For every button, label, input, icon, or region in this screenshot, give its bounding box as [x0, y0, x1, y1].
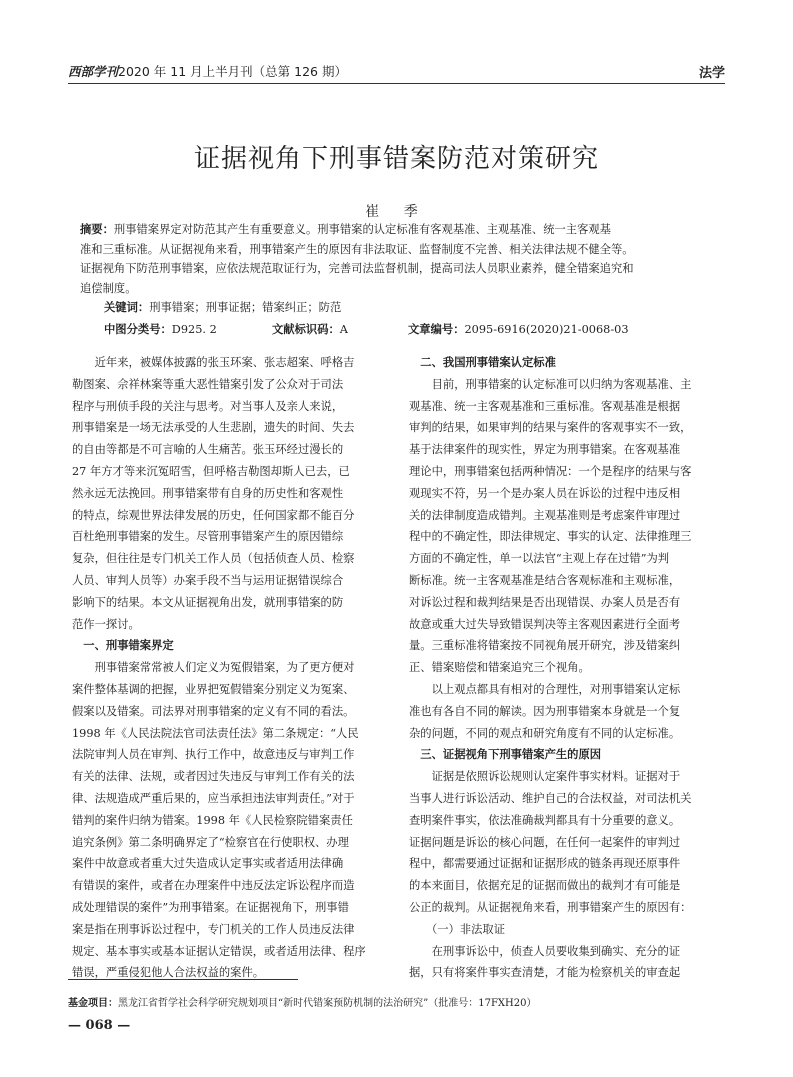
body-line: 律、法规造成严重后果的，应当承担违法审判责任。”对于 [72, 791, 355, 805]
body-line: 案件中故意或者重大过失造成认定事实或者适用法律确 [72, 857, 344, 871]
body-line: 勒图案、佘祥林案等重大恶性错案引发了公众对于司法 [72, 377, 344, 391]
body-line: 有错误的案件，或者在办理案件中违反法定诉讼程序而造 [72, 879, 355, 893]
abstract-line: 追偿制度。 [80, 281, 137, 295]
body-line: 规定、基本事实或基本证据认定错误，或者适用法律、程序 [72, 944, 366, 958]
article-number-label: 文章编号： [408, 323, 465, 336]
body-line: 基于法律案件的现实性，界定为刑事错案。在客观基准 [409, 443, 681, 457]
body-line: 准也有各自不同的解读。因为刑事错案本身就是一个复 [409, 704, 681, 718]
abstract-line: 证据视角下防范刑事错案，应依法规范取证行为，完善司法监督机制，提高司法人员职业素养，健全错案追究和 [80, 262, 634, 275]
body-line: 然永远无法挽回。刑事错案带有自身的历史性和客观性 [72, 486, 344, 500]
header-rule [68, 83, 725, 84]
page-number: — 068 — [68, 1018, 131, 1033]
journal-header [68, 62, 347, 80]
body-line: 成处理错误的案件”为刑事错案。在证据视角下，刑事错 [72, 900, 349, 914]
footnote [68, 994, 536, 1009]
body-line: 量。三重标准将错案按不同视角展开研究，涉及错案纠 [409, 639, 681, 653]
body-line: 假案以及错案。司法界对刑事错案的定义有不同的看法。 [72, 704, 355, 718]
right-column [409, 352, 731, 984]
body-line: 证据问题是诉讼的核心问题，在任何一起案件的审判过 [409, 835, 681, 849]
body-line: 断标准。统一主客观基准是结合客观标准和主观标准， [409, 573, 681, 587]
clc [104, 321, 217, 337]
abstract-line: 准和三重标准。从证据视角来看，刑事错案产生的原因有非法取证、监督制度不完善、相关法律法规不健全等。 [80, 242, 634, 256]
subsection-heading: （一）非法取证 [409, 922, 506, 936]
body-line: 程序与刑侦手段的关注与思考。对当事人及亲人来说， [72, 399, 344, 413]
body-line: 有关的法律、法规，或者因过失违反与审判工作有关的法 [72, 770, 355, 784]
body-line: 案件整体基调的把握，业界把冤假错案分别定义为冤案、 [72, 682, 355, 696]
body-line: 正、错案赔偿和错案追究三个视角。 [409, 661, 590, 675]
body-line: 案是指在刑事诉讼过程中，专门机关的工作人员违反法律 [72, 922, 355, 936]
footnote-rule [68, 979, 298, 980]
clc-value: D925. 2 [171, 323, 217, 336]
body-line: 的自由等都是不可言喻的人生痛苦。张玉环经过漫长的 [72, 443, 344, 457]
doc-code [272, 321, 348, 337]
body-line: 程中的不确定性，即法律规定、事实的认定、法律推理三 [409, 530, 692, 544]
body-line: 以上观点都具有相对的合理性，对刑事错案认定标 [409, 682, 681, 696]
body-line: 追究条例》第二条明确界定了“检察官在行使职权、办理 [72, 835, 349, 849]
body-line: 公正的裁判。从证据视角来看，刑事错案产生的原因有： [409, 900, 692, 914]
body-line: 的特点，综观世界法律发展的历史，任何国家都不能百分 [72, 508, 355, 522]
body-line: 错判的案件归纳为错案。1998 年《人民检察院错案责任 [72, 813, 353, 827]
keywords-value: 刑事错案；刑事证据；错案纠正；防范 [149, 301, 342, 314]
doc-code-value: A [339, 323, 348, 336]
body-line: 当事人进行诉讼活动、维护自己的合法权益，对司法机关 [409, 791, 692, 805]
body-line: 方面的不确定性，单一以法官“主观上存在过错”为判 [409, 552, 670, 566]
abstract [80, 220, 720, 318]
body-line: 近年来，被媒体披露的张玉环案、张志超案、呼格吉 [72, 356, 355, 369]
keywords-label: 关键词： [104, 301, 150, 314]
article-number-value: 2095-6916(2020)21-0068-03 [464, 323, 629, 336]
body-line: 程中，都需要通过证据和证据形成的链条再现还原事件 [409, 857, 681, 871]
body-line: 范作一探讨。 [72, 617, 140, 631]
body-line: 据，只有将案件事实查清楚，才能为检察机关的审查起 [409, 966, 681, 980]
body-line: 观基准、统一主客观基准和三重标准。客观基准是根据 [409, 399, 681, 413]
body-line: 理论中，刑事错案包括两种情况：一个是程序的结果与客 [409, 464, 692, 478]
body-line: 人员、审判人员等）办案手段不当与运用证据错误综合 [72, 573, 344, 587]
section-heading: 三、证据视角下刑事错案产生的原因 [409, 748, 602, 762]
body-line: 对诉讼过程和裁判结果是否出现错误、办案人员是否有 [409, 595, 681, 609]
body-line: 的本来面目，依据充足的证据而做出的裁判才有可能是 [409, 879, 681, 893]
body-line: 观现实不符，另一个是办案人员在诉讼的过程中违反相 [409, 486, 681, 500]
body-line: 百杜绝刑事错案的发生。尽管刑事错案产生的原因错综 [72, 530, 344, 544]
body-line: 审判的结果，如果审判的结果与案件的客观事实不一致， [409, 421, 692, 435]
section-heading: 一、刑事错案界定 [72, 639, 174, 653]
section-label: 法学 [698, 66, 725, 81]
left-column [72, 352, 394, 984]
author: 崔 季 [365, 204, 428, 220]
footnote-text: 黑龙江省哲学社会科学研究规划项目“新时代错案预防机制的法治研究”（批准号：17FXH20） [118, 998, 537, 1009]
clc-label: 中图分类号： [104, 323, 172, 336]
journal-name: 西部学刊 [68, 64, 119, 79]
body-line: 证据是依照诉讼规则认定案件事实材料。证据对于 [409, 770, 681, 784]
body-line: 在刑事诉讼中，侦查人员要收集到确实、充分的证 [409, 944, 681, 958]
body-line: 杂的问题，不同的观点和研究角度有不同的认定标准。 [409, 726, 681, 740]
section-heading: 二、我国刑事错案认定标准 [409, 356, 556, 369]
body-line: 目前，刑事错案的认定标准可以归纳为客观基准、主 [409, 377, 692, 391]
body-line: 影响下的结果。本文从证据视角出发，就刑事错案的防 [72, 595, 344, 609]
body-line: 故意或重大过失导致错误判决等主客观因素进行全面考 [409, 617, 681, 631]
body-line: 刑事错案常常被人们定义为冤假错案，为了更方便对 [72, 661, 355, 675]
body-line: 查明案件事实，依法准确裁判都具有十分重要的意义。 [409, 813, 681, 827]
body-line: 法院审判人员在审判、执行工作中，故意违反与审判工作 [72, 748, 355, 762]
body-line: 错误，严重侵犯他人合法权益的案件。 [72, 966, 265, 980]
keywords [80, 298, 720, 318]
abstract-label: 摘要： [80, 223, 114, 236]
body-line: 刑事错案是一场无法承受的人生悲剧，遗失的时间、失去 [72, 421, 355, 435]
article-title: 证据视角下刑事错案防范对策研究 [193, 144, 599, 174]
body-line: 27 年方才等来沉冤昭雪，但呼格吉勒图却斯人已去，已 [72, 464, 350, 478]
body-line: 1998 年《人民法院法官司法责任法》第二条规定：“人民 [72, 726, 359, 740]
abstract-line: 刑事错案界定对防范其产生有重要意义。刑事错案的认定标准有客观基准、主观基准、统一主客观基 [113, 223, 611, 236]
journal-issue: 2020 年 11 月上半月刊（总第 126 期） [118, 64, 347, 79]
body-line: 关的法律制度造成错判。主观基准则是考虑案件审理过 [409, 508, 681, 522]
body-line: 复杂，但往往是专门机关工作人员（包括侦查人员、检察 [72, 552, 355, 566]
doc-code-label: 文献标识码： [272, 323, 340, 336]
footnote-label: 基金项目： [68, 998, 118, 1009]
article-number [408, 321, 629, 337]
